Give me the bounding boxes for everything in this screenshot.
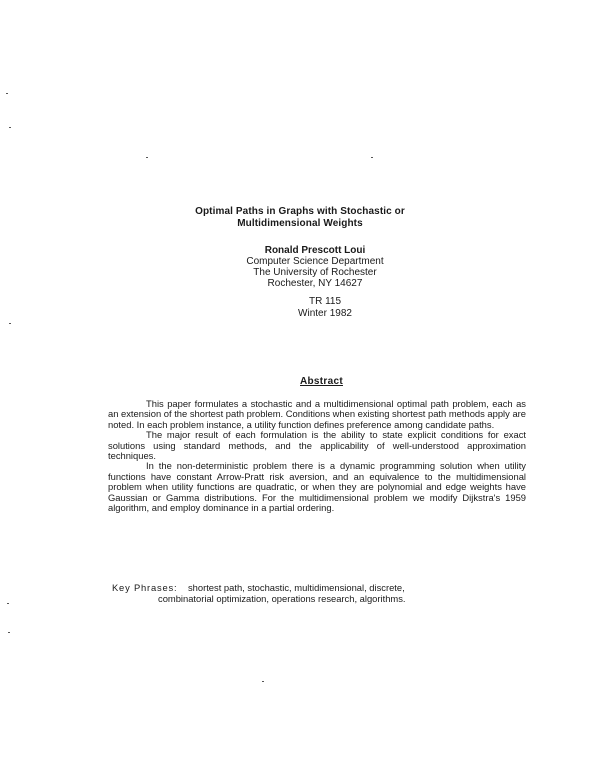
key-phrases [112,582,492,604]
abstract-paragraph: The major result of each formulation is the ability to state explicit conditions for exact solutions using standard methods, and the applicability of well-understood approximation techniques. [108,429,526,462]
scan-speck [9,323,11,324]
report-date: Winter 1982 [298,308,352,319]
paper-title [0,206,600,230]
author-name: Ronald Prescott Loui [264,245,366,256]
abstract-body [108,399,526,513]
title-line-2: Multidimensional Weights [237,218,363,229]
scan-speck [8,632,10,633]
abstract-heading: Abstract [300,376,343,387]
abstract-paragraph: This paper formulates a stochastic and a multidimensional optimal path problem, each as an extension of the shortest path problem. Conditions when existing shortest path methods apply are noted. In each problem instance, a utility function defines preference among candidate paths. [108,398,526,430]
scan-speck [9,127,11,128]
scan-speck [371,157,373,158]
author-department: Computer Science Department [246,256,384,267]
scan-speck [7,603,9,604]
title-line-1: Optimal Paths in Graphs with Stochastic or [195,206,405,217]
key-phrases-line-2: combinatorial optimization, operations research, algorithms. [158,593,406,604]
report-info [0,296,600,320]
scan-speck [146,157,148,158]
scan-speck [6,93,8,94]
key-phrases-label: Key Phrases: [112,582,178,593]
author-university: The University of Rochester [253,267,377,278]
key-phrases-line-1: shortest path, stochastic, multidimensional, discrete, [187,582,405,593]
abstract-paragraph: In the non-deterministic problem there is a dynamic programming solution when utility functions have constant Arrow-Pratt risk aversion, and an equivalence to the multidimensional problem when utility functions are quadratic, or when they are polynomial and edge weights have Gaussian or Gamma distributions. For the multidimensional problem we modify Dijkstra's 1959 algorithm, and employ dominance in a partial ordering. [108,460,526,514]
report-number: TR 115 [308,296,342,307]
author-location: Rochester, NY 14627 [267,278,363,289]
scan-speck [262,681,264,682]
author-block [0,245,600,289]
